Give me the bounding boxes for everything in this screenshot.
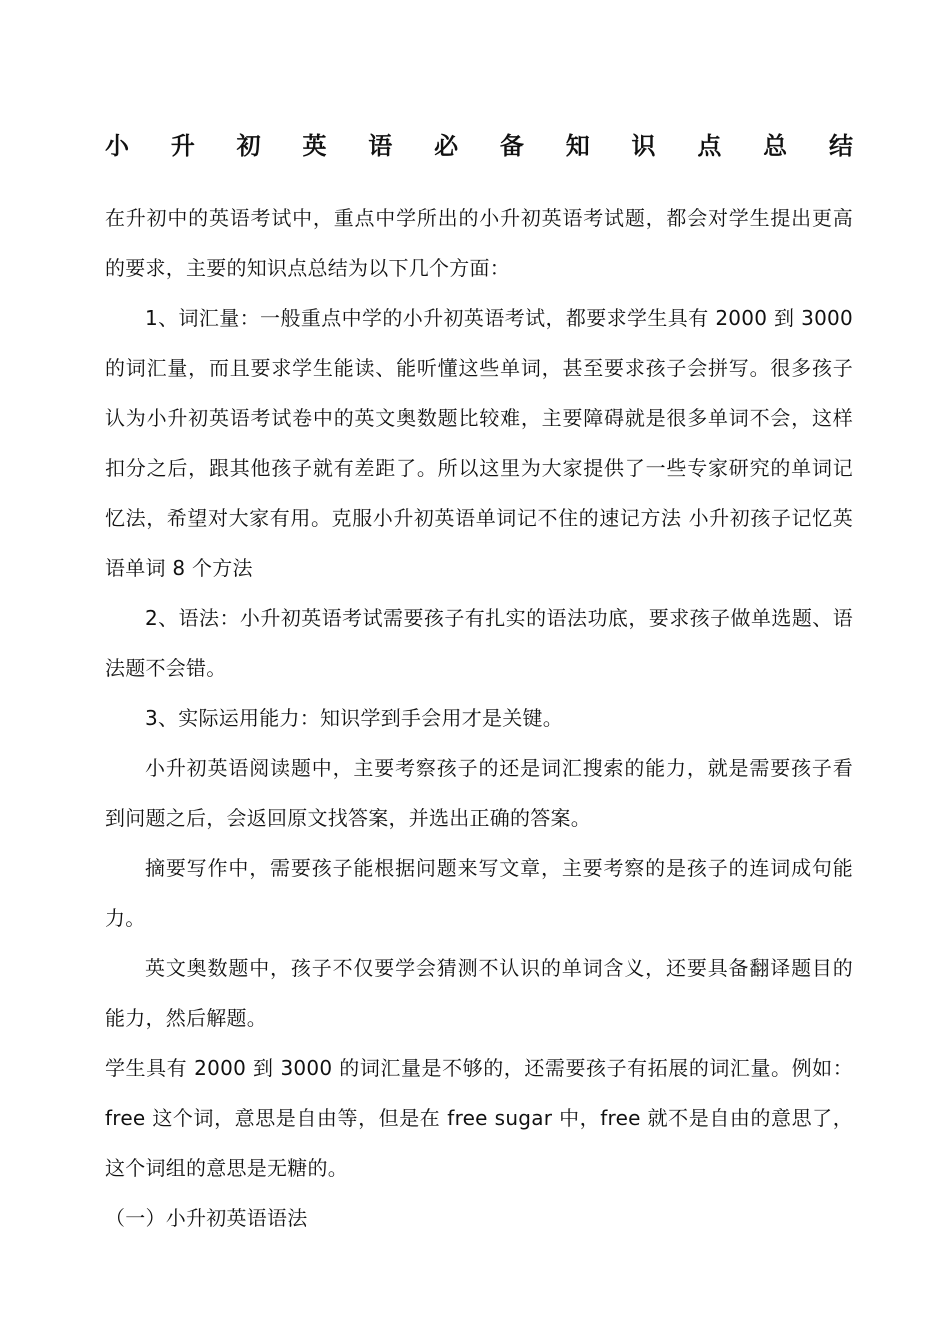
vocab-note-paragraph: 学生具有 2000 到 3000 的词汇量是不够的，还需要孩子有拓展的词汇量。例如：free 这个词，意思是自由等，但是在 free sugar 中，free 就不是自由的意思了，这个词组的意思是无糖的。: [105, 1056, 853, 1180]
title-char: 语: [368, 132, 393, 160]
point-vocabulary: 1、词汇量：一般重点中学的小升初英语考试，都要求学生具有 2000 到 3000 的词汇量，而且要求学生能读、能听懂这些单词，甚至要求孩子会拼写。很多孩子认为小升初英语考试卷中的英文奥数题比较难，主要障碍就是很多单词不会，这样扣分之后，跟其他孩子就有差距了。所以这里为大家提供了一些专家研究的单词记忆法，希望对大家有用。克服小升初英语单词记不住的速记方法 小升初孩子记忆英语单词 8 个方法: [105, 306, 853, 580]
title-char: 升: [170, 132, 195, 160]
title-char: 识: [631, 132, 656, 160]
intro-paragraph: 在升初中的英语考试中，重点中学所出的小升初英语考试题，都会对学生提出更高的要求，主要的知识点总结为以下几个方面：: [105, 206, 853, 280]
title-char: 初: [236, 132, 261, 160]
title-char: 备: [499, 132, 524, 160]
title-char: 知: [565, 132, 590, 160]
writing-paragraph: 摘要写作中，需要孩子能根据问题来写文章，主要考察的是孩子的连词成句能力。: [105, 856, 853, 930]
point-application: 3、实际运用能力：知识学到手会用才是关键。: [145, 706, 563, 730]
section-heading: （一）小升初英语语法: [105, 1206, 308, 1230]
title-char: 点: [697, 132, 722, 160]
document-title: [105, 128, 853, 164]
title-char: 小: [105, 132, 129, 160]
point-grammar: 2、语法：小升初英语考试需要孩子有扎实的语法功底，要求孩子做单选题、语法题不会错。: [105, 606, 853, 680]
title-char: 总: [763, 132, 788, 160]
olympiad-paragraph: 英文奥数题中，孩子不仅要学会猜测不认识的单词含义，还要具备翻译题目的能力，然后解题。: [105, 956, 853, 1030]
title-char: 结: [828, 132, 853, 160]
title-char: 英: [302, 132, 327, 160]
title-char: 必: [434, 132, 459, 160]
main-body: [105, 193, 853, 1243]
reading-paragraph: 小升初英语阅读题中，主要考察孩子的还是词汇搜索的能力，就是需要孩子看到问题之后，会返回原文找答案，并选出正确的答案。: [105, 756, 853, 830]
